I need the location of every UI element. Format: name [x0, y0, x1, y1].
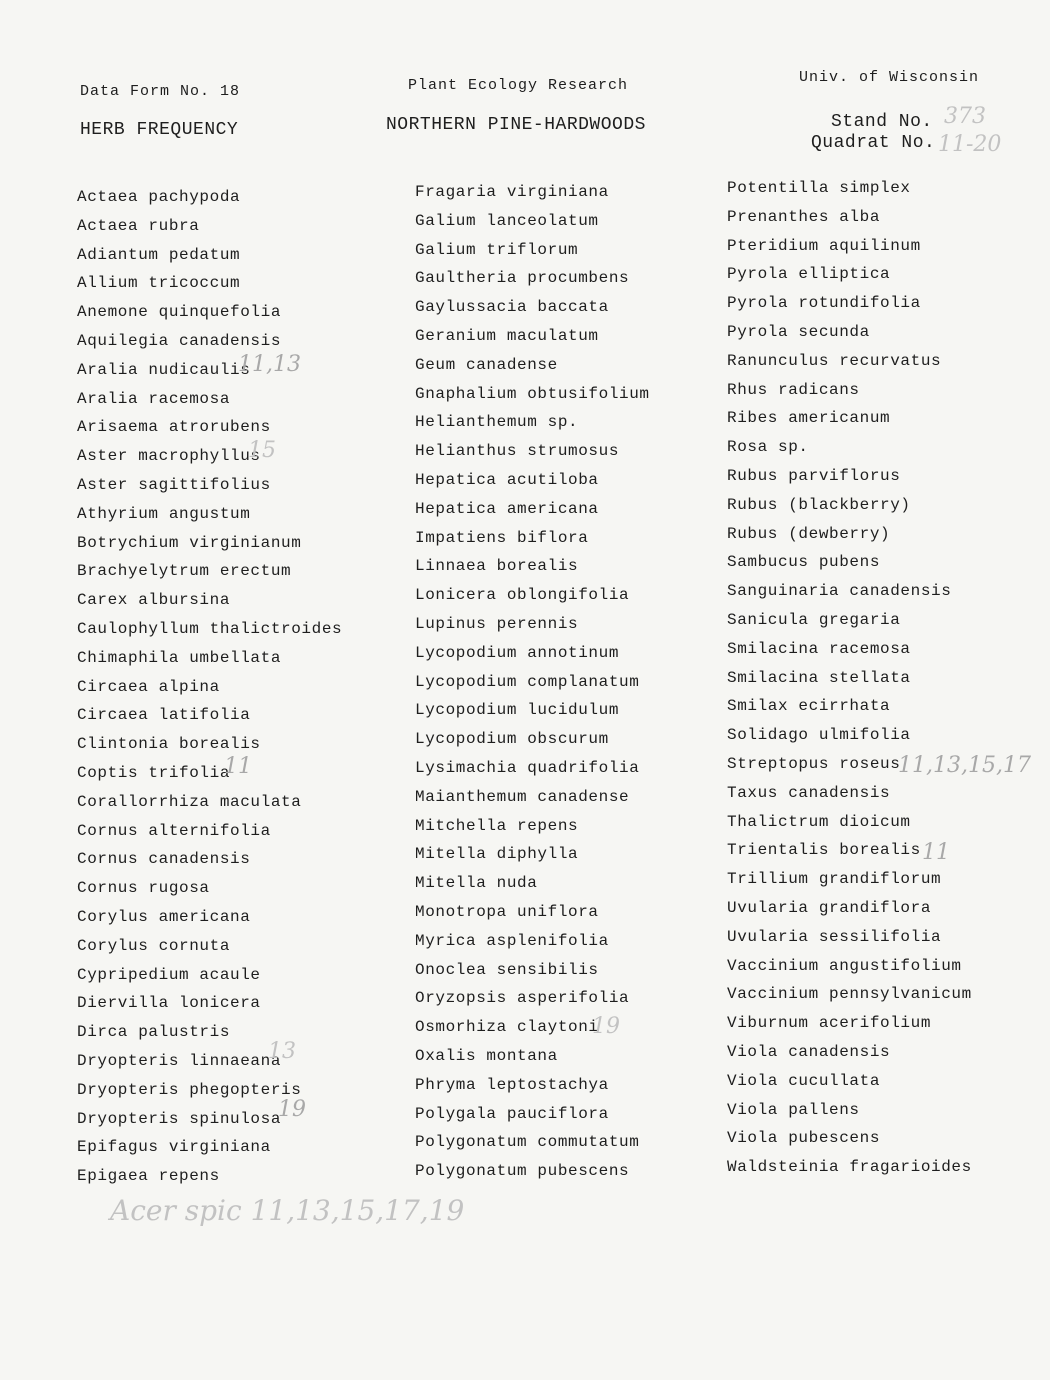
species-item: Cypripedium acaule — [77, 965, 261, 984]
species-item: Rubus parviflorus — [727, 466, 901, 485]
species-item: Aster macrophyllus — [77, 447, 261, 466]
species-item: Gaultheria procumbens — [415, 269, 630, 288]
species-item: Galium triflorum — [415, 240, 579, 259]
species-list-column-1 — [77, 183, 342, 1191]
species-item: Lycopodium annotinum — [415, 643, 620, 662]
species-item: Epifagus virginiana — [77, 1138, 271, 1157]
species-item: Onoclea sensibilis — [415, 960, 599, 979]
species-item: Vaccinium pennsylvanicum — [727, 985, 972, 1004]
species-item: Helianthemum sp. — [415, 413, 579, 432]
species-item: Ranunculus recurvatus — [727, 351, 942, 370]
species-item: Solidago ulmifolia — [727, 726, 911, 745]
species-item: Viola pubescens — [727, 1129, 881, 1148]
species-item: Epigaea repens — [77, 1167, 220, 1186]
species-item: Gnaphalium obtusifolium — [415, 384, 650, 403]
species-item: Mitella diphylla — [415, 845, 579, 864]
species-item: Pyrola rotundifolia — [727, 294, 921, 313]
species-item: Potentilla simplex — [727, 179, 911, 197]
species-item: Mitchella repens — [415, 816, 579, 835]
stand-number-handwritten: 373 — [944, 104, 986, 129]
species-item: Corylus cornuta — [77, 936, 231, 955]
species-item: Pteridium aquilinum — [727, 236, 921, 255]
species-item: Fragaria virginiana — [415, 183, 609, 201]
note-osmorhiza-claytoni: 19 — [592, 1014, 620, 1039]
species-item: Gaylussacia baccata — [415, 298, 609, 317]
species-item: Polygonatum pubescens — [415, 1162, 630, 1181]
note-bottom-acer-spicatum: Acer spic 11,13,15,17,19 — [110, 1194, 465, 1227]
species-item: Galium lanceolatum — [415, 211, 599, 230]
species-item: Cornus alternifolia — [77, 821, 271, 840]
species-item: Actaea pachypoda — [77, 188, 241, 206]
species-item: Maianthemum canadense — [415, 787, 630, 806]
species-item: Athyrium angustum — [77, 504, 251, 523]
species-item: Dryopteris spinulosa — [77, 1109, 282, 1128]
species-item: Cornus rugosa — [77, 879, 210, 898]
species-item: Mitella nuda — [415, 874, 538, 893]
species-item: Arisaema atrorubens — [77, 418, 271, 437]
species-item: Aquilegia canadensis — [77, 331, 282, 350]
species-item: Dryopteris linnaeana — [77, 1051, 282, 1070]
species-item: Hepatica americana — [415, 499, 599, 518]
note-dryopteris-spinulosa: 19 — [278, 1097, 306, 1122]
species-item: Taxus canadensis — [727, 783, 891, 802]
species-item: Trillium grandiflorum — [727, 870, 942, 889]
species-item: Viola canadensis — [727, 1042, 891, 1061]
species-item: Rosa sp. — [727, 438, 809, 457]
species-item: Smilax ecirrhata — [727, 697, 891, 716]
species-item: Impatiens biflora — [415, 528, 589, 547]
stand-number-label: Stand No. — [831, 112, 933, 132]
species-item: Streptopus roseus — [727, 754, 901, 773]
species-item: Lycopodium obscurum — [415, 730, 609, 749]
species-item: Lycopodium lucidulum — [415, 701, 620, 720]
note-trientalis-borealis: 11 — [922, 840, 950, 865]
species-item: Rhus radicans — [727, 380, 860, 399]
species-item: Smilacina racemosa — [727, 639, 911, 658]
species-item: Actaea rubra — [77, 216, 200, 235]
species-item: Dirca palustris — [77, 1023, 231, 1042]
form-number: Data Form No. 18 — [80, 83, 241, 100]
species-item: Chimaphila umbellata — [77, 648, 282, 667]
species-item: Pyrola secunda — [727, 322, 870, 341]
species-item: Helianthus strumosus — [415, 442, 620, 461]
species-item: Polygala pauciflora — [415, 1104, 609, 1123]
species-item: Ribes americanum — [727, 409, 891, 428]
species-item: Allium tricoccum — [77, 274, 241, 293]
species-item: Cornus canadensis — [77, 850, 251, 869]
species-item: Geum canadense — [415, 355, 558, 374]
species-item: Caulophyllum thalictroides — [77, 619, 343, 638]
note-aralia-nudicaulis: 11,13 — [238, 352, 301, 377]
institution-name: Univ. of Wisconsin — [799, 69, 980, 86]
species-item: Lupinus perennis — [415, 614, 579, 633]
species-item: Waldsteinia fragarioides — [727, 1158, 972, 1177]
species-item: Diervilla lonicera — [77, 994, 261, 1013]
note-streptopus-roseus: 11,13,15,17 — [898, 753, 1031, 778]
species-item: Dryopteris phegopteris — [77, 1080, 302, 1099]
species-item: Anemone quinquefolia — [77, 303, 282, 322]
note-coptis-trifolia: 11 — [224, 754, 252, 779]
species-item: Trientalis borealis — [727, 841, 921, 860]
species-item: Hepatica acutiloba — [415, 470, 599, 489]
species-item: Rubus (blackberry) — [727, 495, 911, 514]
species-item: Clintonia borealis — [77, 735, 261, 754]
species-item: Adiantum pedatum — [77, 245, 241, 264]
species-item: Botrychium virginianum — [77, 533, 302, 552]
species-item: Sanicula gregaria — [727, 610, 901, 629]
community-type: NORTHERN PINE-HARDWOODS — [386, 115, 646, 135]
form-title: HERB FREQUENCY — [80, 120, 239, 140]
species-item: Viola cucullata — [727, 1071, 881, 1090]
species-item: Phryma leptostachya — [415, 1075, 609, 1094]
species-item: Smilacina stellata — [727, 668, 911, 687]
species-item: Uvularia sessilifolia — [727, 927, 942, 946]
species-item: Brachyelytrum erectum — [77, 562, 292, 581]
note-dryopteris-linnaeana: 13 — [268, 1039, 296, 1064]
species-item: Lonicera oblongifolia — [415, 586, 630, 605]
species-item: Aster sagittifolius — [77, 475, 271, 494]
species-item: Pyrola elliptica — [727, 265, 891, 284]
species-item: Circaea alpina — [77, 677, 220, 696]
species-item: Corylus americana — [77, 907, 251, 926]
species-item: Prenanthes alba — [727, 207, 881, 226]
note-aster-macrophyllus: 15 — [248, 438, 276, 463]
program-name: Plant Ecology Research — [408, 77, 629, 94]
species-item: Aralia nudicaulis — [77, 360, 251, 379]
species-item: Uvularia grandiflora — [727, 898, 932, 917]
species-item: Sambucus pubens — [727, 553, 881, 572]
species-item: Viburnum acerifolium — [727, 1014, 932, 1033]
species-item: Carex albursina — [77, 591, 231, 610]
species-item: Rubus (dewberry) — [727, 524, 891, 543]
species-item: Monotropa uniflora — [415, 902, 599, 921]
species-item: Osmorhiza claytoni — [415, 1018, 599, 1037]
species-item: Sanguinaria canadensis — [727, 582, 952, 601]
species-list-column-3 — [727, 174, 972, 1182]
quadrat-number-handwritten: 11-20 — [938, 132, 1002, 157]
species-item: Viola pallens — [727, 1100, 860, 1119]
species-item: Thalictrum dioicum — [727, 812, 911, 831]
species-item: Polygonatum commutatum — [415, 1133, 640, 1152]
species-item: Aralia racemosa — [77, 389, 231, 408]
species-item: Oxalis montana — [415, 1046, 558, 1065]
species-item: Corallorrhiza maculata — [77, 792, 302, 811]
species-item: Vaccinium angustifolium — [727, 956, 962, 975]
species-item: Linnaea borealis — [415, 557, 579, 576]
species-item: Oryzopsis asperifolia — [415, 989, 630, 1008]
species-item: Geranium maculatum — [415, 326, 599, 345]
species-item: Circaea latifolia — [77, 706, 251, 725]
species-item: Myrica asplenifolia — [415, 931, 609, 950]
species-item: Lysimachia quadrifolia — [415, 758, 640, 777]
species-item: Coptis trifolia — [77, 763, 231, 782]
species-item: Lycopodium complanatum — [415, 672, 640, 691]
quadrat-number-label: Quadrat No. — [811, 133, 936, 153]
